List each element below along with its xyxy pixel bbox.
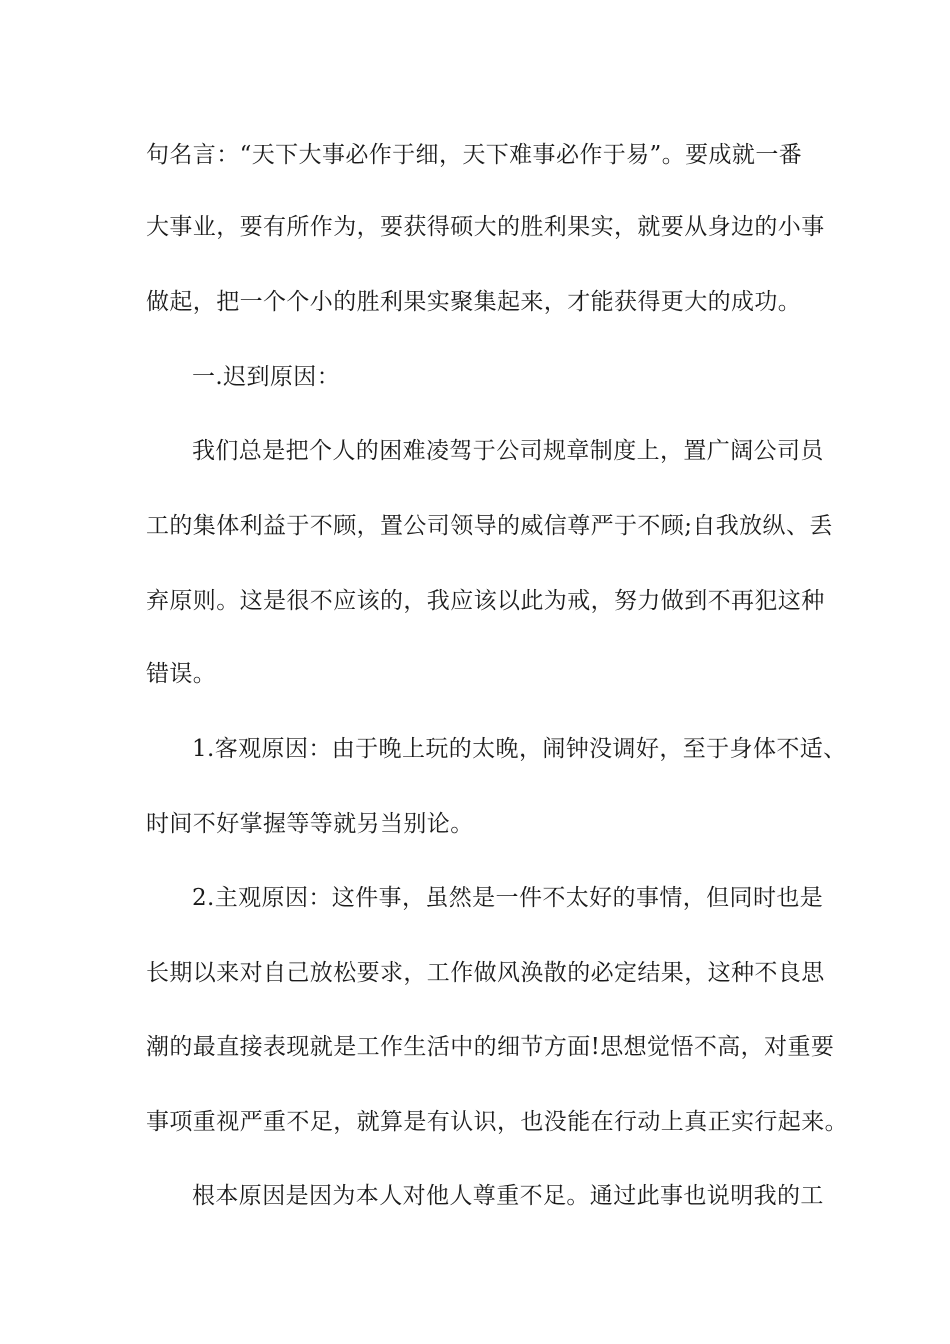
body-text-line: 时间不好掌握等等就另当别论。: [146, 811, 474, 837]
body-text-line: 大事业，要有所作为，要获得硕大的胜利果实，就要从身边的小事: [146, 214, 825, 240]
body-text-line: 2.主观原因：这件事，虽然是一件不太好的事情，但同时也是: [192, 885, 824, 911]
section-heading: 一.迟到原因：: [192, 364, 341, 390]
body-text-line: 事项重视严重不足，就算是有认识，也没能在行动上真正实行起来。: [146, 1109, 848, 1135]
body-text-line: 弃原则。这是很不应该的，我应该以此为戒，努力做到不再犯这种: [146, 588, 825, 614]
body-text-line: 长期以来对自己放松要求，工作做风涣散的必定结果，这种不良思: [146, 960, 825, 986]
body-text-line: 根本原因是因为本人对他人尊重不足。通过此事也说明我的工: [192, 1183, 824, 1209]
body-text-line: 句名言：“天下大事必作于细，天下难事必作于易”。要成就一番: [146, 142, 803, 168]
body-text-line: 错误。: [146, 661, 217, 687]
body-text-line: 我们总是把个人的困难凌驾于公司规章制度上，置广阔公司员: [192, 438, 824, 464]
body-text-line: 做起，把一个个小的胜利果实聚集起来，才能获得更大的成功。: [146, 289, 802, 315]
body-text-line: 潮的最直接表现就是工作生活中的细节方面!思想觉悟不高，对重要: [146, 1034, 835, 1060]
body-text-line: 1.客观原因：由于晚上玩的太晚，闹钟没调好，至于身体不适、: [192, 736, 847, 762]
body-text-line: 工的集体利益于不顾，置公司领导的威信尊严于不顾;自我放纵、丢: [146, 513, 833, 539]
